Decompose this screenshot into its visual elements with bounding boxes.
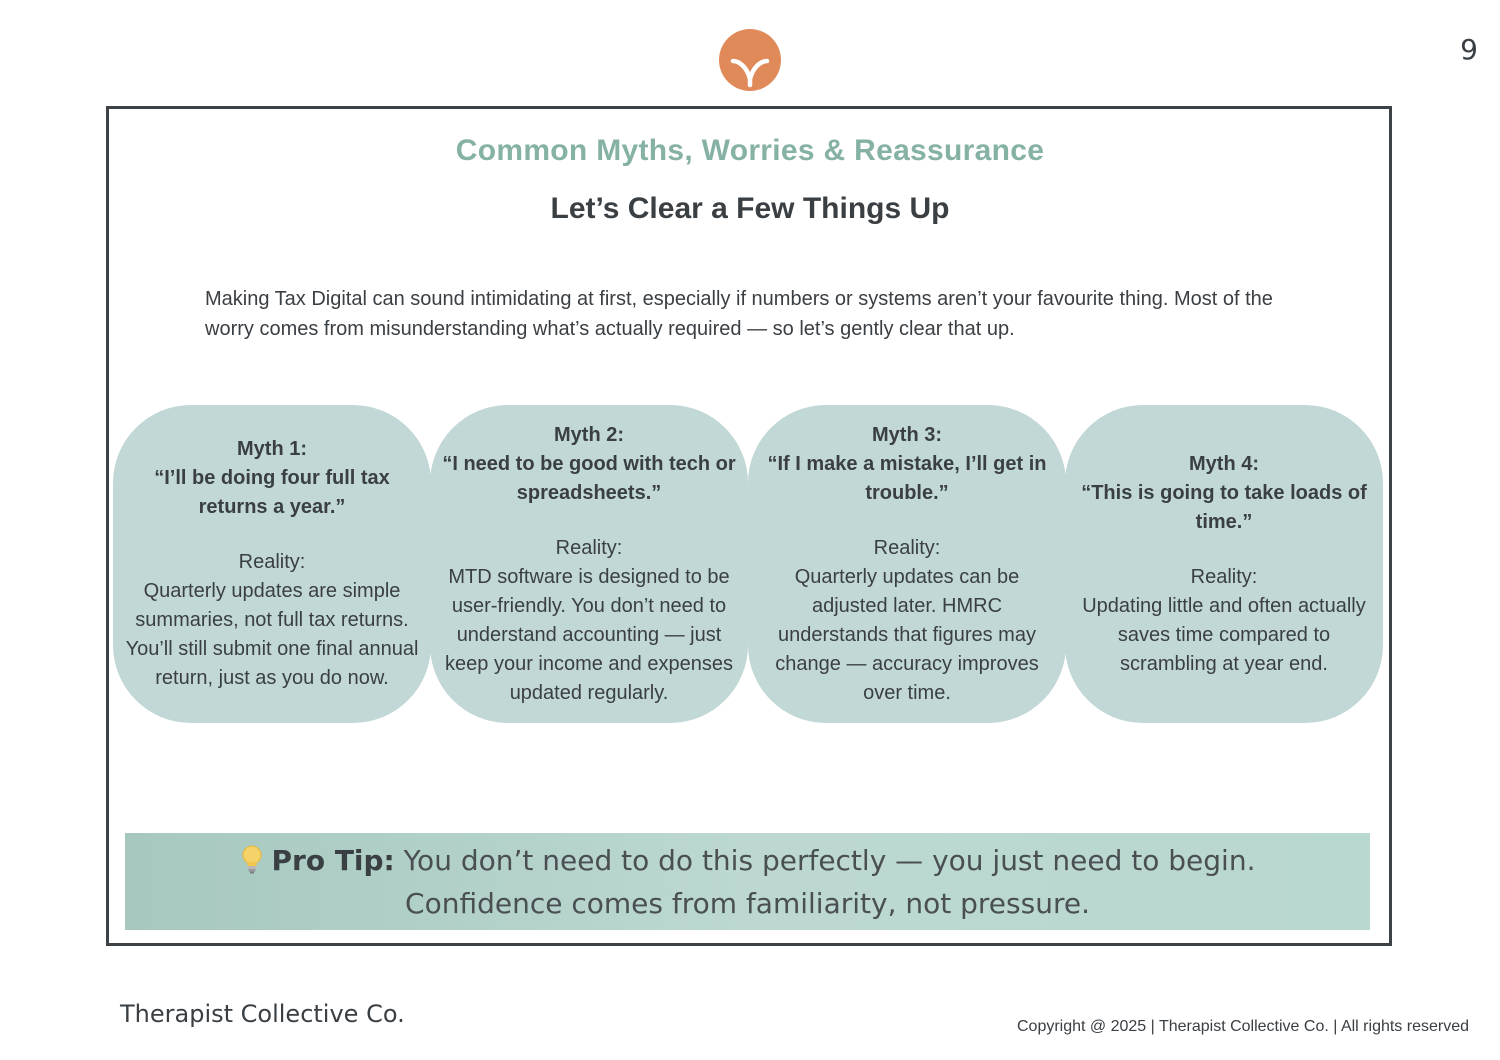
pro-tip-line-2: Confidence comes from familiarity, not pressure. xyxy=(405,886,1090,920)
myth-title: Myth 1: xyxy=(237,438,307,460)
pro-tip-banner xyxy=(125,833,1370,930)
pro-tip-label: Pro Tip: xyxy=(271,843,395,877)
myth-card-3 xyxy=(748,405,1066,723)
page-subtitle: Let’s Clear a Few Things Up xyxy=(550,192,950,225)
myth-card-4 xyxy=(1065,405,1383,723)
myth-cards xyxy=(113,405,1383,723)
page-title: Common Myths, Worries & Reassurance xyxy=(455,134,1045,167)
myth-quote: “I’ll be doing four full tax returns a year.” xyxy=(154,467,390,518)
reality-label: Reality: xyxy=(873,536,941,559)
myth-title: Myth 4: xyxy=(1189,452,1259,475)
lightbulb-icon xyxy=(240,844,264,884)
intro-paragraph: Making Tax Digital can sound intimidating at first, especially if numbers or systems aren’t your favourite thing. Most of the worry comes from misunderstanding what’s actually required — so let’s gently clear that up. xyxy=(205,288,1273,340)
pro-tip-text: You don’t need to do this perfectly — you just need to begin. xyxy=(403,843,1256,877)
myth-quote: “This is going to take loads of time.” xyxy=(1081,481,1367,533)
myth-title: Myth 3: xyxy=(872,423,942,446)
reality-label: Reality: xyxy=(1190,565,1258,588)
pro-tip-line-1 xyxy=(240,841,1256,884)
myth-quote: “I need to be good with tech or spreadsheets.” xyxy=(442,452,736,504)
myth-title: Myth 2: xyxy=(554,423,624,446)
myth-card-2 xyxy=(430,405,748,723)
reality-text: Quarterly updates are simple summaries, not full tax returns. You’ll still submit one final annual return, just as you do now. xyxy=(125,580,419,689)
myth-quote: “If I make a mistake, I’ll get in trouble.” xyxy=(767,452,1047,504)
reality-label: Reality: xyxy=(555,536,623,559)
footer-copyright: Copyright @ 2025 | Therapist Collective Co. | All rights reserved xyxy=(1016,1018,1469,1035)
reality-text: Quarterly updates can be adjusted later. HMRC understands that figures may change — accuracy improves over time. xyxy=(775,565,1039,704)
footer-brand: Therapist Collective Co. xyxy=(120,1000,405,1028)
page-number: 9 xyxy=(1460,33,1478,66)
reality-label: Reality: xyxy=(238,551,306,573)
reality-text: Updating little and often actually saves time compared to scrambling at year end. xyxy=(1082,594,1366,675)
brand-logo-icon xyxy=(719,29,781,91)
reality-text: MTD software is designed to be user-friendly. You don’t need to understand accounting — just keep your income and expenses updated regularly. xyxy=(445,565,733,704)
myth-card-1 xyxy=(113,405,431,723)
